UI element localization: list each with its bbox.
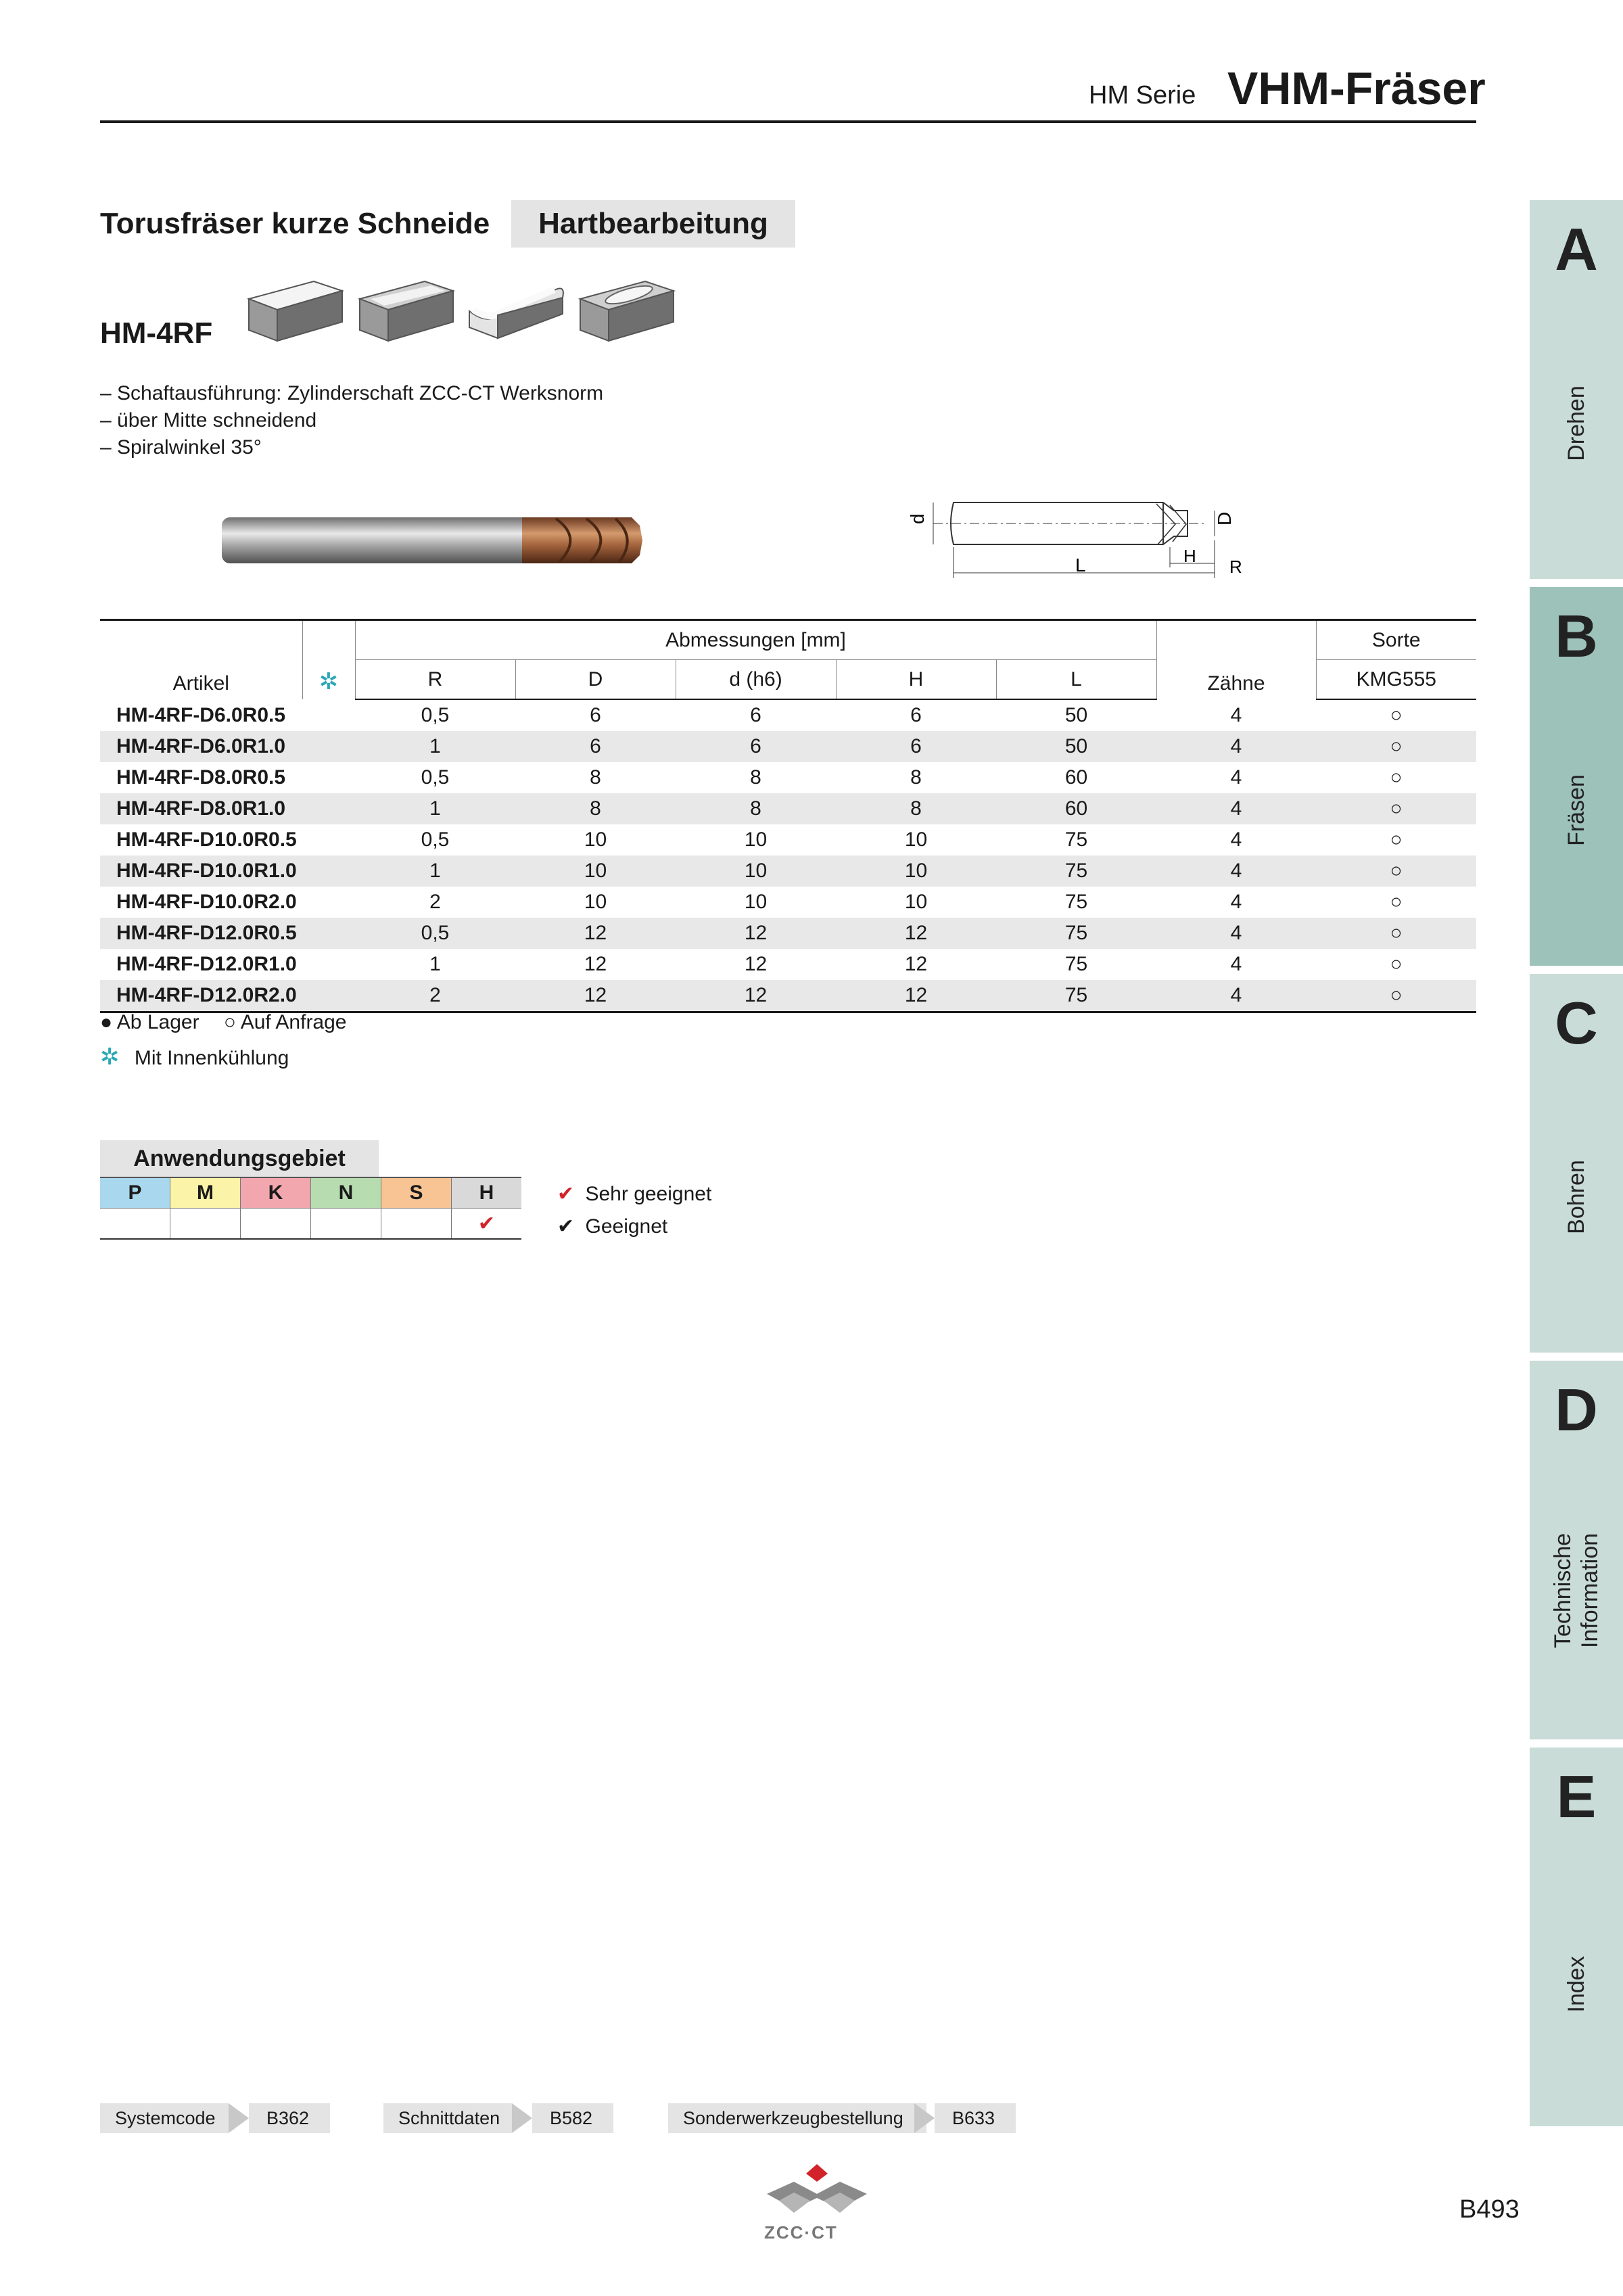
col-header-grade: KMG555 [1316,660,1476,700]
cell-artikel: HM-4RF-D10.0R0.5 [116,828,297,851]
stock-legend [100,1011,347,1034]
cell-d-h6: 6 [750,704,761,726]
ref-value: B582 [532,2103,613,2133]
cell-zaehne: 4 [1156,980,1316,1012]
cell-sorte: ○ [1316,731,1476,762]
logo-text: ZCC·CT [764,2222,838,2243]
cell-r: 1 [355,731,515,762]
application-title: Anwendungsgebiet [100,1140,379,1177]
cell-artikel: HM-4RF-D6.0R1.0 [100,731,302,762]
cell-h: 12 [836,918,996,949]
material-n: N [311,1177,381,1209]
cell-h: 6 [910,704,922,726]
cell-artikel: HM-4RF-D12.0R2.0 [100,980,302,1012]
cell-h: 8 [836,793,996,824]
cell-d-h6: 8 [676,793,836,824]
tab-letter: C [1555,989,1598,1056]
ref-label: Sonderwerkzeugbestellung [668,2103,926,2133]
cell-d-upper: 8 [590,766,601,789]
cell-h: 10 [904,828,928,851]
tab-d[interactable] [1530,1361,1623,1739]
tab-label: Technische Information [1550,1532,1603,1649]
cell-l: 75 [1064,891,1088,913]
cell-d-h6: 6 [676,731,836,762]
col-header-h: H [836,660,996,700]
cell-artikel: HM-4RF-D12.0R1.0 [116,953,297,975]
cell-sorte: ○ [1390,828,1403,851]
block-curved-icon [469,289,563,339]
block-shoulder-icon [360,281,453,341]
cell-sorte: ○ [1390,891,1403,913]
tab-c[interactable] [1530,974,1623,1353]
cell-l: 50 [996,731,1156,762]
cell-d-upper: 12 [515,980,676,1012]
suitability-n [311,1209,381,1240]
ref-value: B362 [249,2103,330,2133]
material-k: K [241,1177,311,1209]
suitability-p [100,1209,170,1240]
cell-l: 75 [996,918,1156,949]
tab-label: Bohren [1563,1160,1589,1234]
cell-h: 10 [836,856,996,887]
col-header-zaehne: Zähne [1156,620,1316,700]
cell-d-upper: 8 [515,793,676,824]
cell-h: 10 [904,891,928,913]
cell-zaehne: 4 [1230,953,1242,975]
ref-label: Systemcode [100,2103,229,2133]
col-header-abmessungen: Abmessungen [mm] [355,620,1156,660]
header-series: HM Serie [1089,81,1196,110]
cell-artikel: HM-4RF-D6.0R0.5 [116,703,286,726]
table-row [100,856,1476,887]
legend-innenkuehlung: Mit Innenkühlung [134,1047,289,1069]
cell-artikel: HM-4RF-D8.0R1.0 [100,793,302,824]
page-section: B [1459,2195,1477,2224]
cell-l: 75 [996,856,1156,887]
page-title: VHM-Fräser [1227,63,1486,114]
tab-label: Fräsen [1563,774,1589,846]
application-table [100,1177,521,1240]
ref-systemcode[interactable] [100,2103,330,2133]
ref-schnittdaten[interactable] [383,2103,613,2133]
cell-l: 75 [1064,828,1088,851]
product-table [100,619,1476,1013]
suitability-k [241,1209,311,1240]
col-header-artikel: Artikel [100,620,302,700]
legend-geeignet [557,1215,667,1238]
cell-sorte: ○ [1316,918,1476,949]
cell-sorte: ○ [1316,980,1476,1012]
cell-l: 75 [1064,953,1088,975]
cell-h: 12 [836,980,996,1012]
tab-label: Index [1563,1956,1589,2013]
tab-b[interactable] [1530,587,1623,966]
feature-item: – Schaftausführung: Zylinderschaft ZCC-CT Werksnorm [100,382,604,404]
dim-label-R: R [1229,557,1242,577]
cell-sorte: ○ [1316,856,1476,887]
cell-zaehne: 4 [1156,856,1316,887]
cell-d-upper: 6 [590,704,601,726]
material-m: M [170,1177,241,1209]
tab-label: Drehen [1563,385,1589,461]
dim-label-L: L [1075,555,1086,576]
model-name: HM-4RF [100,317,213,350]
tab-a[interactable] [1530,200,1623,579]
tab-letter: A [1555,216,1598,283]
material-s: S [381,1177,452,1209]
cell-d-h6: 10 [676,856,836,887]
cell-zaehne: 4 [1156,793,1316,824]
section-title: Torusfräser kurze Schneide [100,207,490,240]
cell-d-h6: 12 [676,980,836,1012]
table-row [100,918,1476,949]
col-header-l: L [996,660,1156,700]
ref-value: B633 [935,2103,1016,2133]
chevron-right-icon [914,2103,935,2133]
chevron-right-icon [512,2103,532,2133]
workpiece-icons [246,271,679,346]
check-black-icon: ✔ [557,1215,575,1238]
cell-d-h6: 12 [676,918,836,949]
col-header-d-upper: D [515,660,676,700]
coolant-legend [100,1044,289,1071]
tab-letter: E [1556,1763,1597,1830]
table-row [100,731,1476,762]
cell-artikel: HM-4RF-D12.0R0.5 [100,918,302,949]
cell-d-upper: 12 [515,918,676,949]
dimension-diagram [906,484,1258,585]
cell-zaehne: 4 [1230,703,1242,726]
cell-r: 2 [429,891,441,913]
cell-artikel: HM-4RF-D10.0R2.0 [116,891,297,913]
cell-r: 1 [355,856,515,887]
cell-l: 75 [996,980,1156,1012]
table-row [100,699,1476,731]
table-row [100,824,1476,856]
legend-sehr-label: Sehr geeignet [585,1183,712,1205]
cell-r: 0,5 [421,828,450,851]
legend-auf-anfrage: ○ Auf Anfrage [223,1011,347,1033]
block-flat-icon [249,281,342,341]
cell-zaehne: 4 [1156,918,1316,949]
legend-sehr-geeignet [557,1182,711,1206]
cell-h: 6 [836,731,996,762]
cell-l: 60 [1064,766,1088,789]
section-badge: Hartbearbeitung [511,200,795,248]
col-header-r: R [355,660,515,700]
cell-d-upper: 10 [584,891,607,913]
material-p: P [100,1177,170,1209]
ref-sonderwerkzeug[interactable] [668,2103,1016,2133]
cell-r: 2 [355,980,515,1012]
company-logo [763,2161,871,2221]
check-red-icon: ✔ [557,1183,575,1205]
table-row [100,980,1476,1012]
cell-d-upper: 10 [515,856,676,887]
cell-artikel: HM-4RF-D8.0R0.5 [116,766,286,789]
cell-h: 8 [910,766,922,789]
cell-sorte: ○ [1390,766,1403,789]
cell-sorte: ○ [1390,953,1403,975]
cell-zaehne: 4 [1156,731,1316,762]
coolant-icon: ✲ [302,620,355,700]
cell-r: 0,5 [355,918,515,949]
suitability-h: ✔ [452,1209,522,1240]
tool-photo [218,511,644,571]
legend-ab-lager: ● Ab Lager [100,1011,199,1033]
coolant-icon: ✲ [100,1044,120,1070]
feature-item: – Spiralwinkel 35° [100,436,262,459]
table-row [100,762,1476,793]
tab-letter: D [1555,1376,1598,1443]
cell-artikel: HM-4RF-D10.0R1.0 [100,856,302,887]
cell-d-upper: 12 [584,953,607,975]
cell-r: 1 [355,793,515,824]
cell-d-h6: 12 [744,953,768,975]
table-row [100,949,1476,980]
cell-l: 60 [996,793,1156,824]
page-num: 493 [1476,2195,1520,2224]
feature-item: – über Mitte schneidend [100,409,317,431]
cell-zaehne: 4 [1230,828,1242,851]
tab-letter: B [1555,603,1598,670]
cell-zaehne: 4 [1230,766,1242,789]
cell-h: 12 [904,953,928,975]
material-h: H [452,1177,522,1209]
cell-r: 0,5 [421,766,450,789]
page-number [1459,2191,1520,2225]
table-row [100,793,1476,824]
header-rule [100,120,1476,123]
block-pocket-icon [580,281,674,341]
cell-r: 1 [429,953,441,975]
cell-zaehne: 4 [1230,891,1242,913]
suitability-s [381,1209,452,1240]
cell-r: 0,5 [421,704,450,726]
dim-label-H: H [1183,546,1196,566]
ref-label: Schnittdaten [383,2103,512,2133]
dim-label-D: D [1214,511,1235,525]
col-header-d-h6: d (h6) [676,660,836,700]
dim-label-d: d [907,513,928,524]
suitability-m [170,1209,241,1240]
chevron-right-icon [229,2103,249,2133]
feature-list [100,380,603,461]
cell-d-h6: 8 [750,766,761,789]
cell-l: 50 [1064,704,1088,726]
legend-geeignet-label: Geeignet [585,1215,668,1238]
cell-sorte: ○ [1316,793,1476,824]
tab-e[interactable] [1530,1748,1623,2126]
cell-d-upper: 6 [515,731,676,762]
cell-d-h6: 10 [744,891,768,913]
cell-d-h6: 10 [744,828,768,851]
table-row [100,887,1476,918]
cell-sorte: ○ [1390,704,1403,726]
cell-d-upper: 10 [584,828,607,851]
col-header-sorte: Sorte [1316,620,1476,660]
